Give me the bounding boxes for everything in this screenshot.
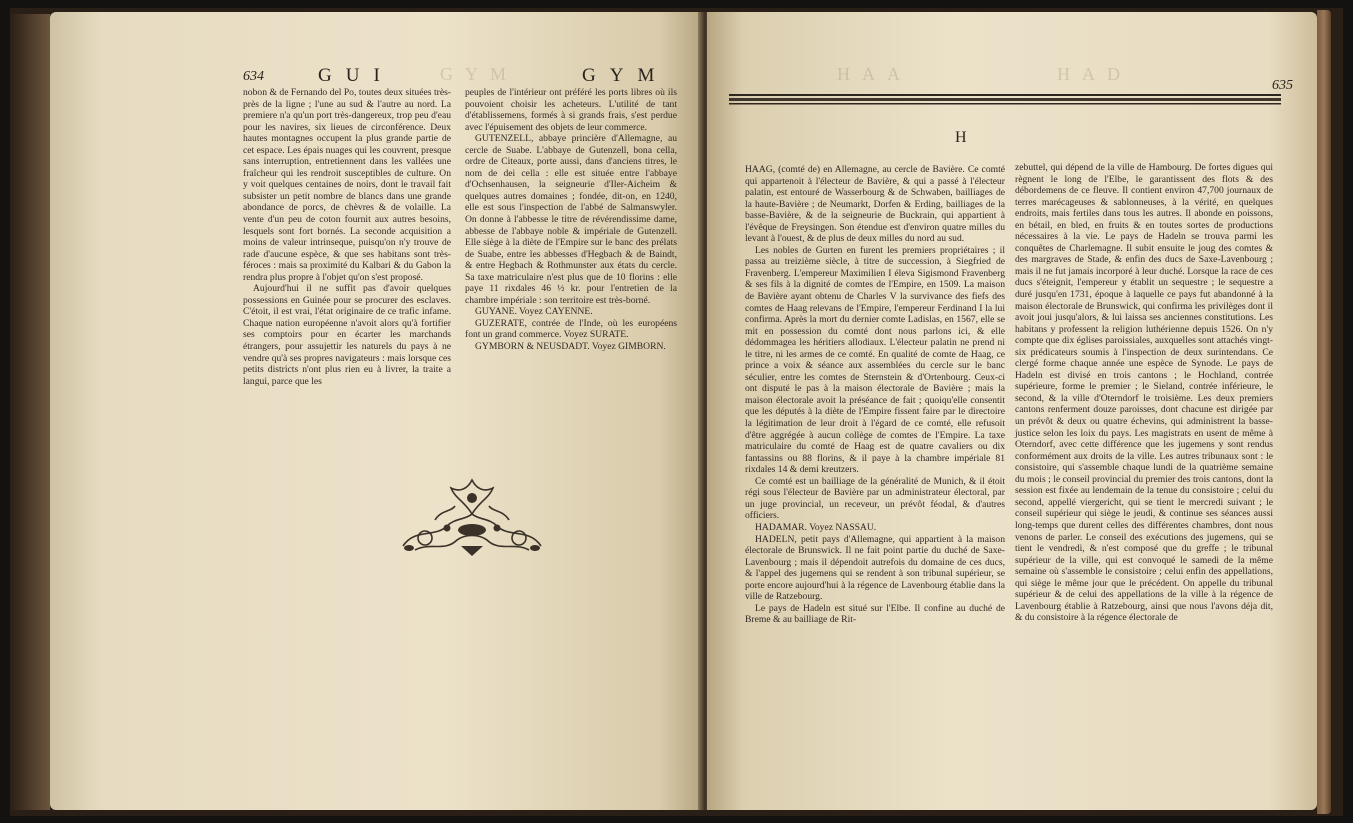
entry-hadamar: HADAMAR. Voyez NASSAU. bbox=[755, 521, 877, 533]
paragraph: nobon & de Fernando del Po, toutes deux situées très-près de la ligne ; l'une au sud & l'autre au nord. La premiere n'a qu'un port très-dangereux, trop peu d'eau pour les navires, six lieues de circonférence. Deux hautes montagnes occupent la plus grande partie de cet espace. Les épais nuages qui les couvrent, presque sans interruption, entretiennent dans les vallées une fraîcheur qui les rendroit susceptibles de culture. On y voit quelques centaines de noirs, dont le travail fait subsister un petit nombre de blancs dans une grande abondance de porcs, de chèvres & de volaille. La vente d'un peu de coton fournit aux autres besoins, lesquels sont fort bornés. La seconde acquisition a moins de valeur intrinseque, puisqu'on n'y trouve de rade d'aucune espèce, & que ses habitans sont très-féroces : mais sa proximité du Kalbari & du Gabon la rendra plus propre à l'objet qu'on s'est proposé. bbox=[243, 87, 451, 283]
book-spread bbox=[10, 8, 1343, 816]
paragraph: zebuttel, qui dépend de la ville de Hambourg. De fortes digues qui règnent le long de l'Elbe, le garantissent des flots & des débordemens de ce fleuve. Il contient environ 47,700 journaux de terres marécageuses & sablonneuses, à la vérité, en quelques endroits, mais fertiles dans tous les autres. Il abonde en poissons, en bétail, en bled, en fruits & en toutes sortes de productions nécessaires à la vie. Le pays de Hadeln se trouva parmi les conquêtes de Charlemagne. Il subit ensuite le joug des comtes & des margraves de Stade, & enfin des ducs de Saxe-Lavenbourg ; mais il ne fut jamais incorporé à leur duché. Lorsque la race de ces ducs s'éteignit, l'empereur y établit un sequestre ; le sequestre a duré jusqu'en 1731, époque à laquelle ce pays fut abandonné à la maison électorale de Brunswick, qui confirma les privilèges dont il avoit joui jusqu'alors, & lui laissa ses anciennes constitutions. Les habitans y professent la religion luthérienne depuis 1526. On n'y compte que dix églises paroissiales, auxquelles sont attachés vingt-six prédicateurs soumis à l'inspection de deux surintendans. Ce clergé forme chaque année une espèce de Synode. Le pays de Hadeln est divisé en trois cantons ; le Hochland, contrée supérieure, forme le premier ; le Sieland, contrée inférieure, le second, & la ville d'Oterndorf le troisième. Les deux premiers cantons renferment douze paroisses, dont chacune est dirigée par un prévôt & deux ou quatre échevins, qui administrent la basse-justice selon les loix du pays. Les magistrats en usent de même à Oterndorf, avec cette différence que les jugemens y sont rendus conformément aux droits de la ville. Les autres tribunaux sont : le consistoire, qui s'assemble chaque lundi de la quatrième semaine du mois ; le conseil provincial du premier des trois cantons, dont la session est fixée au lendemain de la tenue du consistoire ; celui du second, appellé viergericht, qui se tient le mercredi suivant ; le conseil supérieur qui siège le jeudi, & continue ses séances aussi long-temps que durent celles des différentes chambres, dont nous venons de parler. Le conseil des exécutions des jugemens, qui se tient le vendredi, & n'est composé que du greffe ; le tribunal supérieur de la ville, qui est convoqué le samedi de la même semaine où s'assemble le consistoire ; celui enfin des appellations, qui siège le même jour que le précédent. On appelle du tribunal supérieur & de celui des appellations de la ville à la régence de Lavenbourg établie à Ratzebourg, ainsi que nous l'avons déja dit, & du consistoire à la régence électorale de bbox=[1015, 162, 1273, 624]
left-page bbox=[50, 12, 705, 810]
page-number: 634 bbox=[243, 69, 264, 84]
running-head-left: GUI bbox=[318, 65, 394, 86]
book-cover-right-edge bbox=[1317, 10, 1331, 814]
right-page bbox=[707, 12, 1317, 810]
page-number: 635 bbox=[1272, 78, 1293, 93]
entry-gymborn: GYMBORN & NEUSDADT. Voyez GIMBORN. bbox=[475, 341, 666, 353]
left-page-column-1 bbox=[243, 87, 451, 387]
book-cover-left-edge bbox=[10, 14, 50, 810]
section-letter: H bbox=[955, 129, 967, 146]
entry-hadeln: HADELN, petit pays d'Allemagne, qui appartient à la maison électorale de Brunswick. Il ne fait point partie du duché de Saxe-Lavenbourg ; mais il dépendoit autrefois du domaine de ces ducs, & l'appel des jugemens qui se rendent à son tribunal supérieur, se porte encore aujourd'hui à la régence de Lavenbourg établie dans la ville de Ratzebourg. bbox=[745, 533, 1005, 603]
paragraph: Ce comté est un bailliage de la généralité de Munich, & il étoit régi sous l'électeur de Bavière par un administrateur électoral, par un juge provincial, un receveur, un prévôt féodal, & d'autres officiers. bbox=[745, 475, 1005, 522]
left-page-column-2 bbox=[465, 87, 677, 387]
paragraph: peuples de l'intérieur ont préféré les ports libres où ils pouvoient choisir les acheteurs. L'utilité de tant d'établissemens, formés à si grands frais, s'est perdue avec l'épuisement des objets de leur commerce. bbox=[465, 87, 677, 133]
entry-guyane: GUYANE. Voyez CAYENNE. bbox=[475, 306, 593, 318]
right-page-column-2 bbox=[1015, 162, 1273, 710]
entry-haag: HAAG, (comté de) en Allemagne, au cercle de Bavière. Ce comté qui appartenoit à l'électeur de Bavière, & qui a passé à l'électeur palatin, est entouré de Wasserbourg & de Schwaben, bailliages de la haute-Bavière ; de Neumarkt, Dorfen & Erding, bailliages de la basse-Bavière, & de la seigneurie de Buckrain, qui appartient à l'évêque de Freysingen. Son étendue est d'environ quatre milles du levant à l'ouest, & de plus de deux milles du nord au sud. bbox=[745, 164, 1005, 245]
paragraph: Les nobles de Gurten en furent les premiers propriétaires ; il passa au treizième siècle, à titre de succession, à Siegfried de Fravenberg. L'empereur Maximilien I éleva Sigismond Fravenberg & ses fils à la dignité de comtes de l'Empire, en 1509. La maison de Bavière ayant obtenu de Charles V la survivance des fiefs des comtes de Haag relevans de l'Empire, l'empereur Ferdinand I la lui confirma. Après la mort du dernier comte Ladislas, en 1567, elle se mit en possession du comté dont nous parlons ici, & elle dédommagea les héritiers allodiaux. L'électeur palatin ne prend ni le titre, ni les armes de ce comté. En qualité de comte de Haag, ce prince a voix & séance aux assemblées du cercle sur le banc séculier, entre les comtes de Sternstein & d'Ortenbourg. Ceux-ci ont disputé le pas à la maison électorale de Bavière ; mais la maison électorale avoit la préséance de fait ; quoiqu'elle consentit que les députés à la diète de l'Empire fissent faire par le directoire la légitimation de leur droit à l'égard de ce comté, elle refusoit d'être aggrégée à aucun collège de comtes de l'Empire. La taxe matriculaire du comté de Haag est de quatre cavaliers ou dix fantassins ou 88 florins, & il paye à la chambre impériale 81 rixdales 14 & demi kreutzers. bbox=[745, 244, 1005, 476]
show-through-text: GYM bbox=[440, 64, 519, 84]
tail-piece-ornament-icon bbox=[395, 468, 550, 560]
entry-guzerate: GUZERATE, contrée de l'Inde, où les européens font un grand commerce. Voyez SURATE. bbox=[465, 317, 677, 341]
entry-gutenzell: GUTENZELL, abbaye princière d'Allemagne, au cercle de Suabe. L'abbaye de Gutenzell, bona cella, ordre de Citeaux, porte aussi, dans d'anciens titres, le nom de dei cella : elle est située entre l'abbaye d'Ochsenhausen, la seigneurie d'Iler-Aicheim & quelques autres domaines ; fondée, dit-on, en 1240, elle est sous l'inspection de l'abbé de Salmanswyler. On donne à l'abbesse le titre de révérendissime dame, abbesse de l'abbaye noble & impériale de Gutenzell. Elle siège à la diète de l'Empire sur le banc des prélats de Suabe, entre les abbesses d'Hegbach & de Baindt, & entre Hegbach & Rothmunster aux états du cercle. Sa taxe matriculaire n'est plus que de 10 florins : elle paye 11 rixdales 46 ½ kr. pour l'entretien de la chambre impériale : son territoire est très-borné. bbox=[465, 133, 677, 306]
show-through-text: HAA bbox=[837, 64, 912, 84]
paragraph: Le pays de Hadeln est situé sur l'Elbe. Il confine au duché de Breme & au bailliage de Rit- bbox=[745, 602, 1005, 626]
running-head-right: GYM bbox=[582, 65, 669, 86]
decorative-rule-band bbox=[729, 94, 1281, 106]
right-page-column-1 bbox=[745, 164, 1005, 709]
paragraph: Aujourd'hui il ne suffit pas d'avoir quelques possessions en Guinée pour se procurer des esclaves. C'étoit, il est vrai, l'état originaire de ce trafic infame. Chaque nation européenne n'avoit alors qu'à fortifier ses comptoirs pour en écarter les marchands étrangers, pour assujettir les naturels du pays à ne vendre qu'à ses propres navigateurs : mais lorsque ces petits districts n'ont plus rien eu à livrer, la traite a langui, parce que les bbox=[243, 283, 451, 387]
show-through-text: HAD bbox=[1057, 64, 1132, 84]
